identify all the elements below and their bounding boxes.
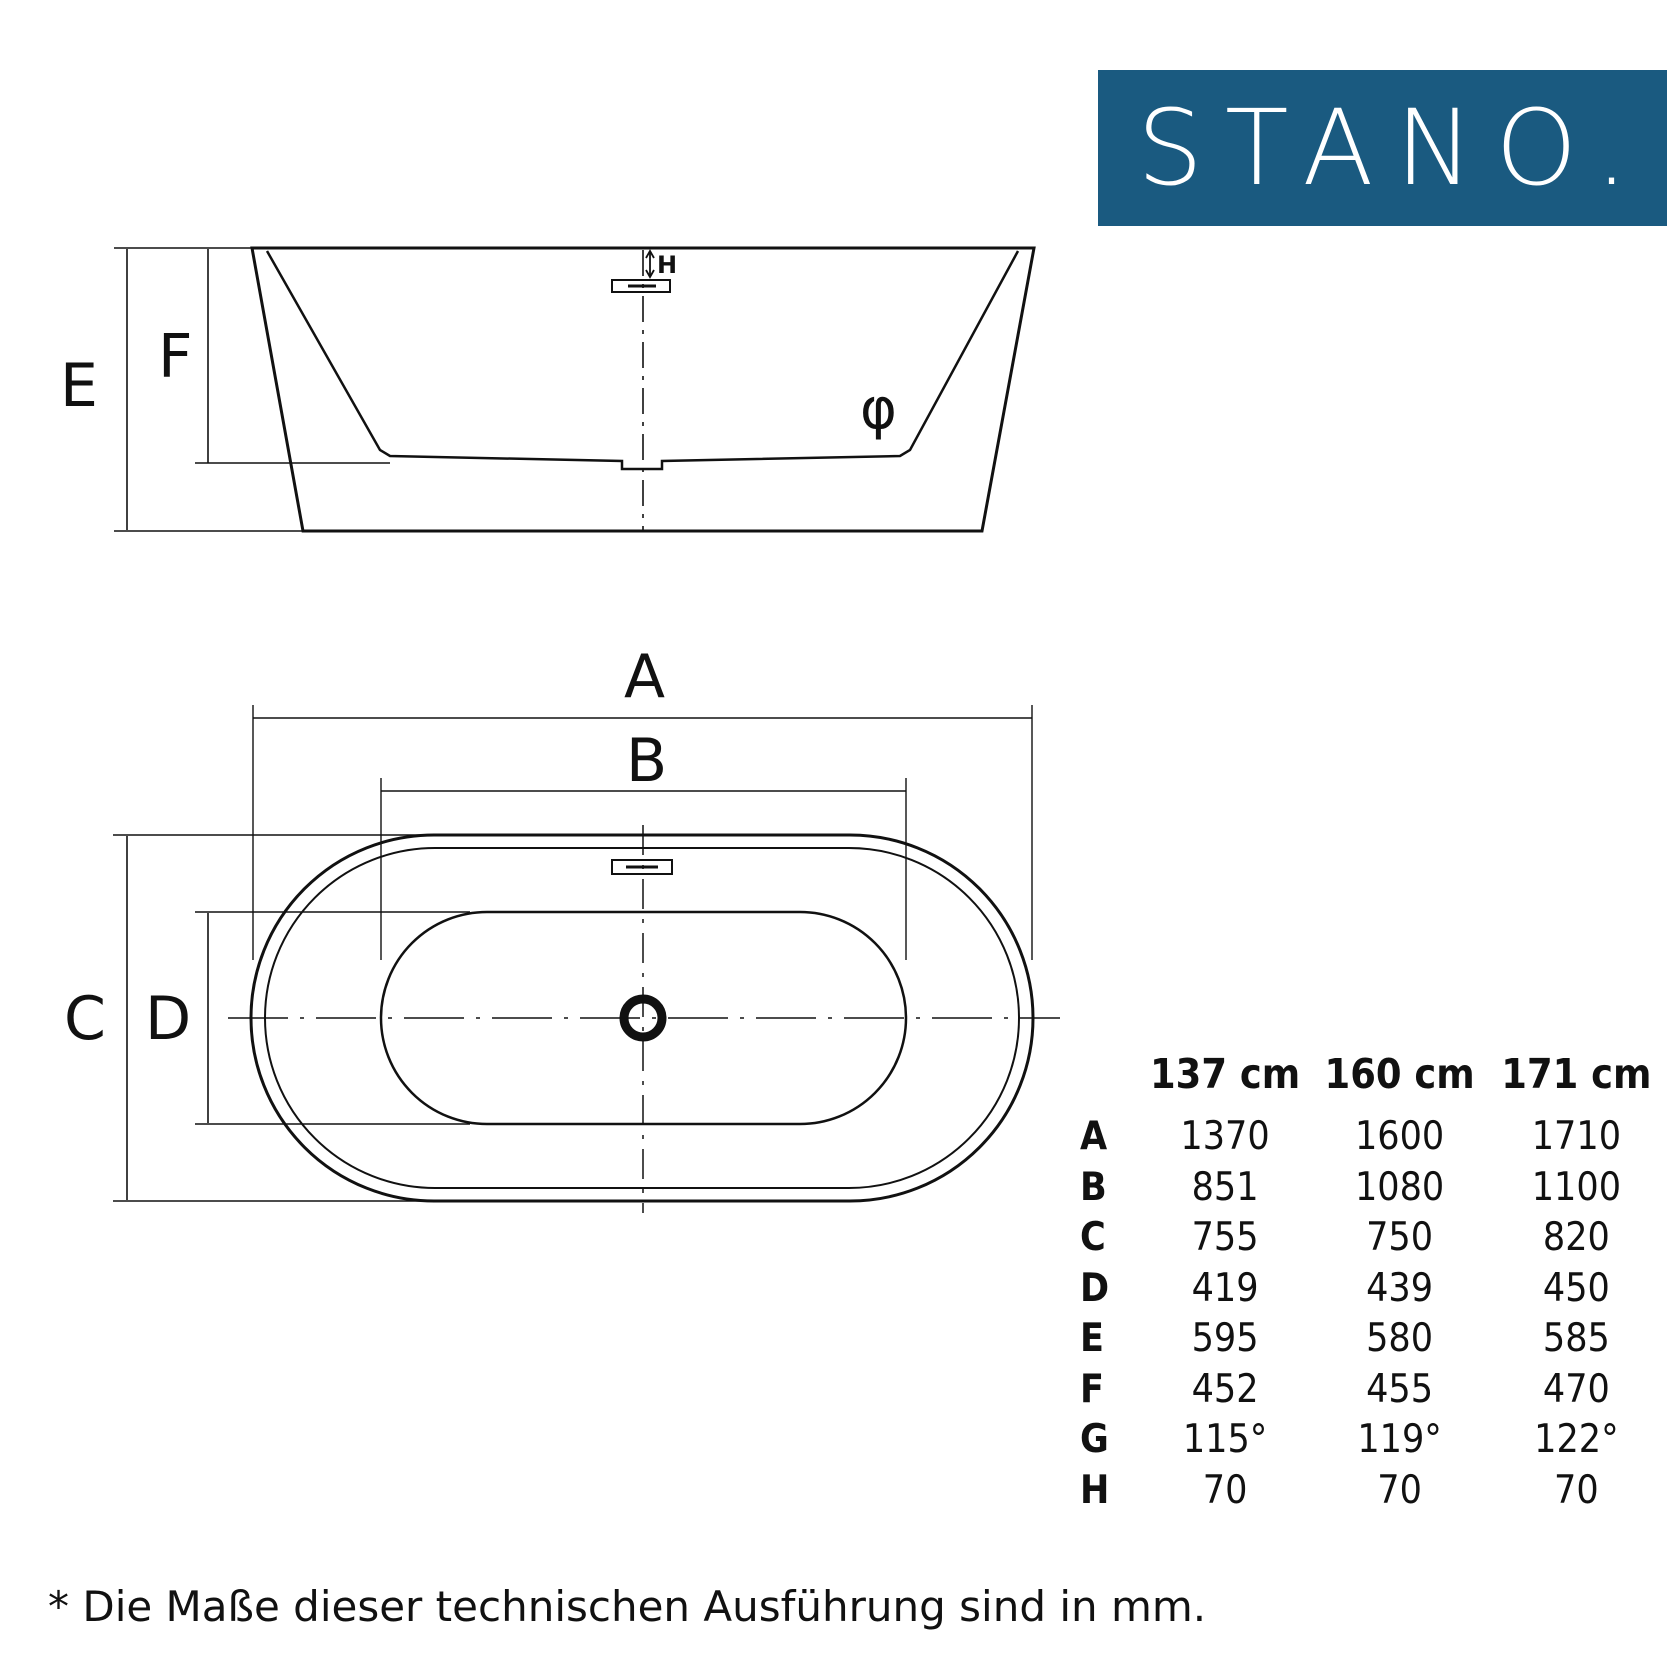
table-row (1080, 1466, 1667, 1517)
column-header: 160 cm (1324, 1050, 1475, 1098)
table-header-row (1080, 1050, 1667, 1112)
label-c: C (64, 984, 106, 1054)
footnote: * Die Maße dieser technischen Ausführung sind in mm. (48, 1582, 1207, 1631)
brand-name: STANO. (1136, 87, 1651, 209)
table-corner (1080, 1050, 1137, 1112)
table-cell: 755 (1191, 1215, 1259, 1261)
table-cell: 470 (1542, 1366, 1610, 1412)
table-cell: 455 (1366, 1366, 1434, 1412)
table-cell: 595 (1191, 1316, 1259, 1362)
label-d: D (145, 984, 192, 1054)
table-row (1080, 1163, 1667, 1214)
table-row (1080, 1415, 1667, 1466)
table-cell: 452 (1191, 1366, 1259, 1412)
top-view (113, 705, 1060, 1213)
table-cell: 70 (1377, 1467, 1422, 1513)
table-row (1080, 1213, 1667, 1264)
column-header: 171 cm (1501, 1050, 1652, 1098)
table-cell: 119° (1357, 1417, 1442, 1463)
column-header: 137 cm (1150, 1050, 1301, 1098)
table-cell: 439 (1366, 1265, 1434, 1311)
table-cell: 1370 (1180, 1114, 1270, 1160)
row-label: H (1080, 1467, 1110, 1513)
table-row (1080, 1264, 1667, 1315)
table-row (1080, 1365, 1667, 1416)
row-label: D (1080, 1265, 1110, 1311)
label-angle: φ (860, 377, 897, 442)
table-cell: 851 (1191, 1164, 1259, 1210)
table-cell: 122° (1534, 1417, 1619, 1463)
table-cell: 1080 (1354, 1164, 1445, 1210)
row-label: F (1080, 1366, 1104, 1412)
table-cell: 70 (1554, 1467, 1599, 1513)
label-a: A (624, 642, 666, 712)
label-e: E (60, 351, 98, 421)
table-row (1080, 1314, 1667, 1365)
table-cell: 450 (1542, 1265, 1610, 1311)
row-label: E (1080, 1316, 1104, 1362)
dimension-table (1080, 1050, 1667, 1516)
label-b: B (626, 726, 668, 796)
row-label: A (1080, 1114, 1108, 1160)
table-cell: 820 (1542, 1215, 1610, 1261)
table-cell: 750 (1366, 1215, 1434, 1261)
table-cell: 419 (1191, 1265, 1259, 1311)
table-row (1080, 1112, 1667, 1163)
table-cell: 70 (1202, 1467, 1248, 1513)
table-cell: 1100 (1531, 1164, 1622, 1210)
label-h: H (657, 251, 678, 279)
row-label: B (1080, 1164, 1107, 1210)
table-cell: 580 (1366, 1316, 1434, 1362)
brand-logo (1098, 70, 1667, 226)
table-cell: 115° (1182, 1417, 1268, 1463)
label-f: F (158, 322, 193, 392)
row-label: G (1080, 1417, 1109, 1463)
row-label: C (1080, 1215, 1106, 1261)
table-cell: 1710 (1531, 1114, 1622, 1160)
table-cell: 1600 (1354, 1114, 1445, 1160)
table-cell: 585 (1542, 1316, 1610, 1362)
